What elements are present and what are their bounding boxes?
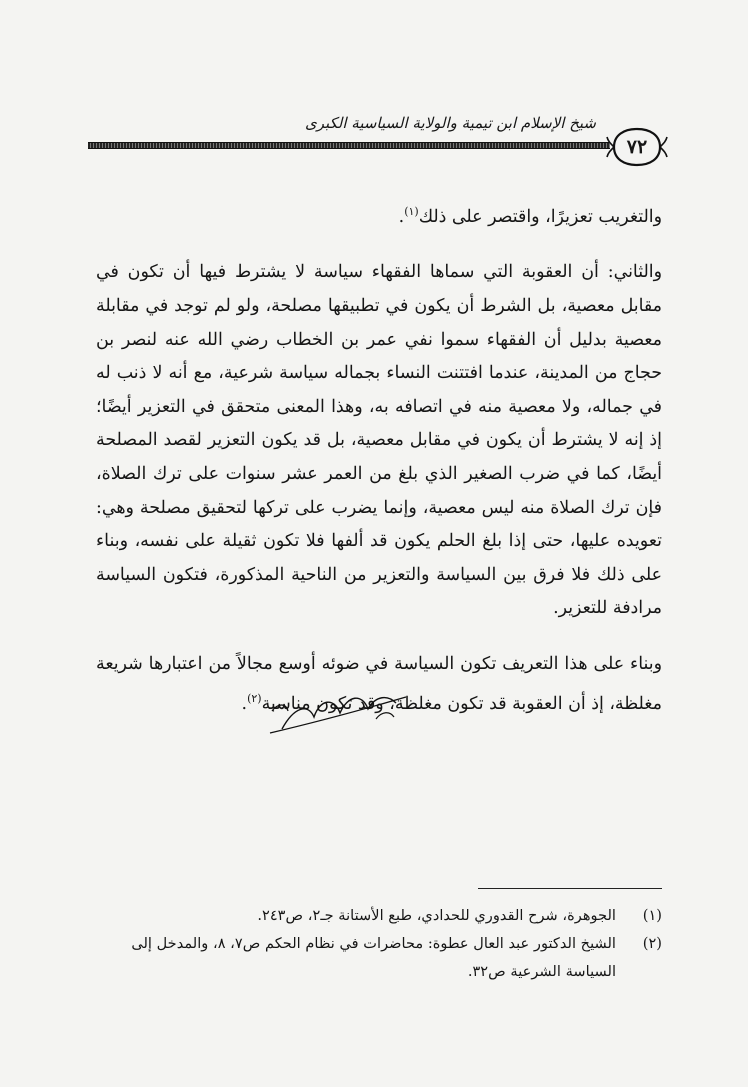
page-number-badge (606, 126, 668, 168)
header-rule (88, 142, 610, 149)
footnote-separator (478, 888, 662, 889)
page-header (88, 100, 688, 170)
handwritten-annotation (264, 689, 414, 737)
footnote-number: (١) (642, 907, 662, 924)
running-title: شيخ الإسلام ابن تيمية والولاية السياسية الكبرى (304, 114, 596, 132)
footnote-ref-2: (٢) (247, 691, 262, 705)
body-text (96, 195, 662, 721)
footnotes (96, 902, 662, 986)
paragraph-2: والثاني: أن العقوبة التي سماها الفقهاء سياسة لا يشترط فيها أن تكون في مقابل معصية، بل الشرط أن يكون في تطبيقها مصلحة، ولو لم توجد في مقابلة معصية بدليل أن الفقهاء سموا نفي عمر بن الخطاب رضي الله عنه لنصر بن حجاج من المدينة، عندما افتتنت النساء بجماله سياسة شرعية، مع أنه لا ذنب له في جماله، ولا معصية منه في اتصافه به، وهذا المعنى متحقق في التعزير أيضًا؛ إذ إنه لا يشترط أن يكون في مقابل معصية، بل قد يكون التعزير لقصد المصلحة أيضًا، كما في ضرب الصغير الذي بلغ من العمر عشر سنوات على ترك الصلاة، فإن ترك الصلاة منه ليس معصية، وإنما يضرب على تركها لتحقيق مصلحة وهي: تعويده عليها، حتى إذا بلغ الحلم يكون قد ألفها فلا تكون ثقيلة على نفسه، وبناء على ذلك فلا فرق بين السياسة والتعزير من الناحية المذكورة، فتكون السياسة مرادفة للتعزير. (96, 262, 662, 619)
footnote-ref-1: (١) (404, 205, 419, 218)
paragraph-1: والتغريب تعزيرًا، واقتصر على ذلك$^{(١)}$. (398, 205, 662, 227)
footnote-number: (٢) (642, 935, 662, 952)
footnote-text: الجوهرة، شرح القدوري للحدادي، طبع الأستانة جـ٢، ص٢٤٣. (257, 907, 616, 924)
page-number: ٧٢ (626, 136, 648, 158)
paragraph-3: وبناء على هذا التعريف تكون السياسة في ضوئه أوسع مجالاً من اعتبارها شريعة مغلظة، إذ أن العقوبة قد تكون مغلظة، وقد تكون مناسبة$^{(٢)}$. (96, 653, 662, 714)
footnote-text: الشيخ الدكتور عبد العال عطوة: محاضرات في نظام الحكم ص٧، ٨، والمدخل إلى السياسة الشرعية ص٣٢. (131, 935, 616, 980)
footnote-1 (96, 902, 662, 930)
footnote-2 (96, 930, 662, 986)
